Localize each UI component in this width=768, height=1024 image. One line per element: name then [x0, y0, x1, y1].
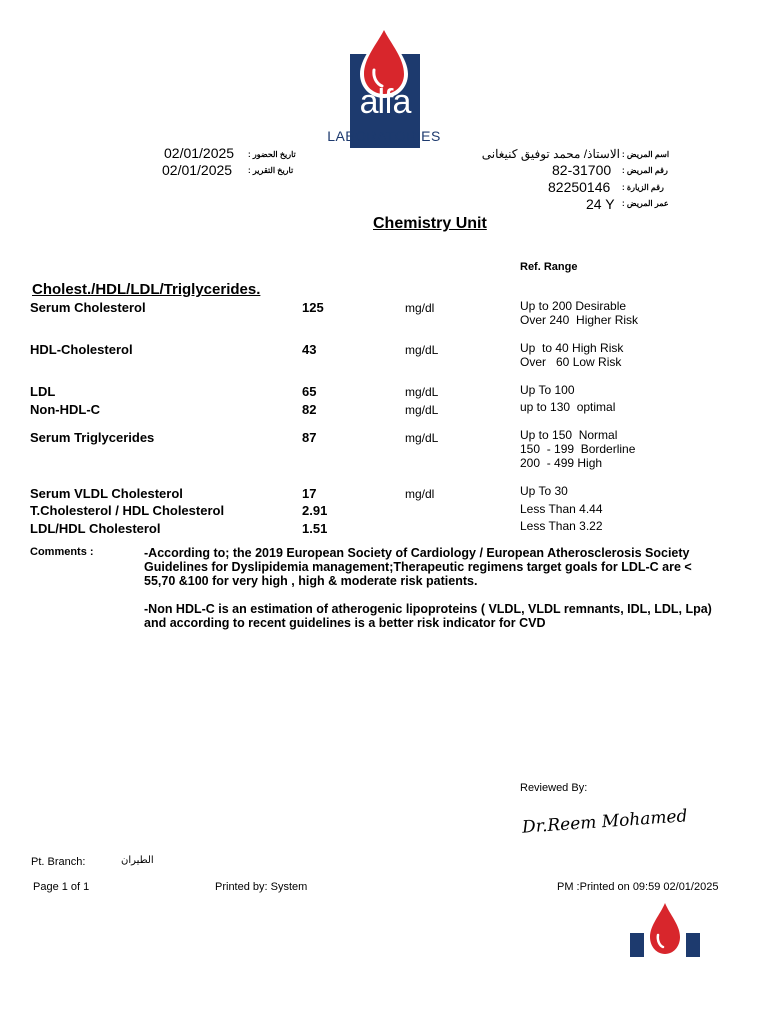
branch-value: الطيران [121, 855, 154, 866]
printed-on: PM :Printed on 09:59 02/01/2025 [557, 881, 719, 893]
printed-by: Printed by: System [215, 881, 308, 893]
test-result: 65 [302, 384, 317, 399]
report-date-label: تاريخ التقرير : [248, 166, 294, 175]
comment-paragraph: -According to; the 2019 European Society of Cardiology / European Atherosclerosis Society Guidelines for Dyslipidemia management;Therapeutic regimens target goals for LDL-C are < 55,70 &100 for very high , high & moderate risk patients. [144, 546, 692, 588]
test-reference: Less Than 4.44 [520, 502, 603, 516]
patient-age: 24 Y [586, 196, 615, 212]
test-result: 17 [302, 486, 317, 501]
test-result: 125 [302, 300, 324, 315]
patient-name: الاستاذ/ محمد توفيق كنيغانى [481, 147, 620, 161]
test-reference: Up To 100 [520, 383, 575, 397]
test-reference: Less Than 3.22 [520, 519, 603, 533]
test-reference: Up to 200 Desirable Over 240 Higher Risk [520, 299, 639, 327]
test-unit: mg/dL [405, 431, 439, 445]
comment-paragraph: -Non HDL-C is an estimation of atherogenic lipoproteins ( VLDL, VLDL remnants, IDL, LDL, Lpa) and according to recent guidelines is a better risk indicator for CVD [144, 602, 712, 630]
visit-date-label: تاريخ الحضور : [248, 150, 296, 159]
test-unit: mg/dl [405, 301, 435, 315]
report-date: 02/01/2025 [162, 162, 233, 178]
test-unit: mg/dL [405, 403, 439, 417]
visit-number: 82250146 [548, 179, 611, 195]
reviewer-signature: Dr.Reem Mohamed [521, 806, 689, 838]
patient-name-label: اسم المريض : [622, 150, 670, 159]
branch-label: Pt. Branch: [31, 856, 86, 868]
visit-number-label: رقم الزيارة : [622, 183, 664, 192]
test-name: LDL [30, 384, 56, 399]
logo-wordmark: alfa [359, 83, 411, 121]
test-name: Serum Cholesterol [30, 300, 146, 315]
test-result: 87 [302, 430, 317, 445]
patient-age-label: عمر المريض : [622, 199, 669, 208]
test-reference: Up To 30 [520, 484, 568, 498]
test-name: HDL-Cholesterol [30, 342, 133, 357]
test-result: 43 [302, 342, 317, 357]
test-name: Serum Triglycerides [30, 430, 155, 445]
footer-blood-drop-icon [630, 903, 700, 957]
reviewed-by-label: Reviewed By: [520, 782, 588, 794]
test-result: 1.51 [302, 521, 328, 536]
visit-date: 02/01/2025 [164, 145, 235, 161]
lab-logo [322, 24, 446, 148]
test-name: Serum VLDL Cholesterol [30, 486, 183, 501]
test-name: LDL/HDL Cholesterol [30, 521, 161, 536]
test-unit: mg/dL [405, 343, 439, 357]
unit-title: Chemistry Unit [373, 215, 487, 232]
test-unit: mg/dL [405, 385, 439, 399]
section-title: Cholest./HDL/LDL/Triglycerides. [32, 281, 261, 298]
test-reference: Up to 150 Normal 150 - 199 Borderline 200 - 499 High [520, 428, 636, 470]
test-result: 2.91 [302, 503, 328, 518]
ref-range-header: Ref. Range [520, 261, 578, 273]
test-name: Non-HDL-C [30, 402, 101, 417]
test-reference: Up to 40 High Risk Over 60 Low Risk [520, 341, 624, 369]
patient-id-label: رقم المريض : [622, 166, 668, 175]
test-name: T.Cholesterol / HDL Cholesterol [30, 503, 225, 518]
logo-tagline: LABORATORIES [327, 128, 441, 144]
test-result: 82 [302, 402, 317, 417]
comments-label: Comments : [30, 546, 94, 558]
patient-id: 82-31700 [552, 162, 612, 178]
test-reference: up to 130 optimal [520, 400, 616, 414]
page-number: Page 1 of 1 [33, 881, 90, 893]
test-unit: mg/dl [405, 487, 435, 501]
